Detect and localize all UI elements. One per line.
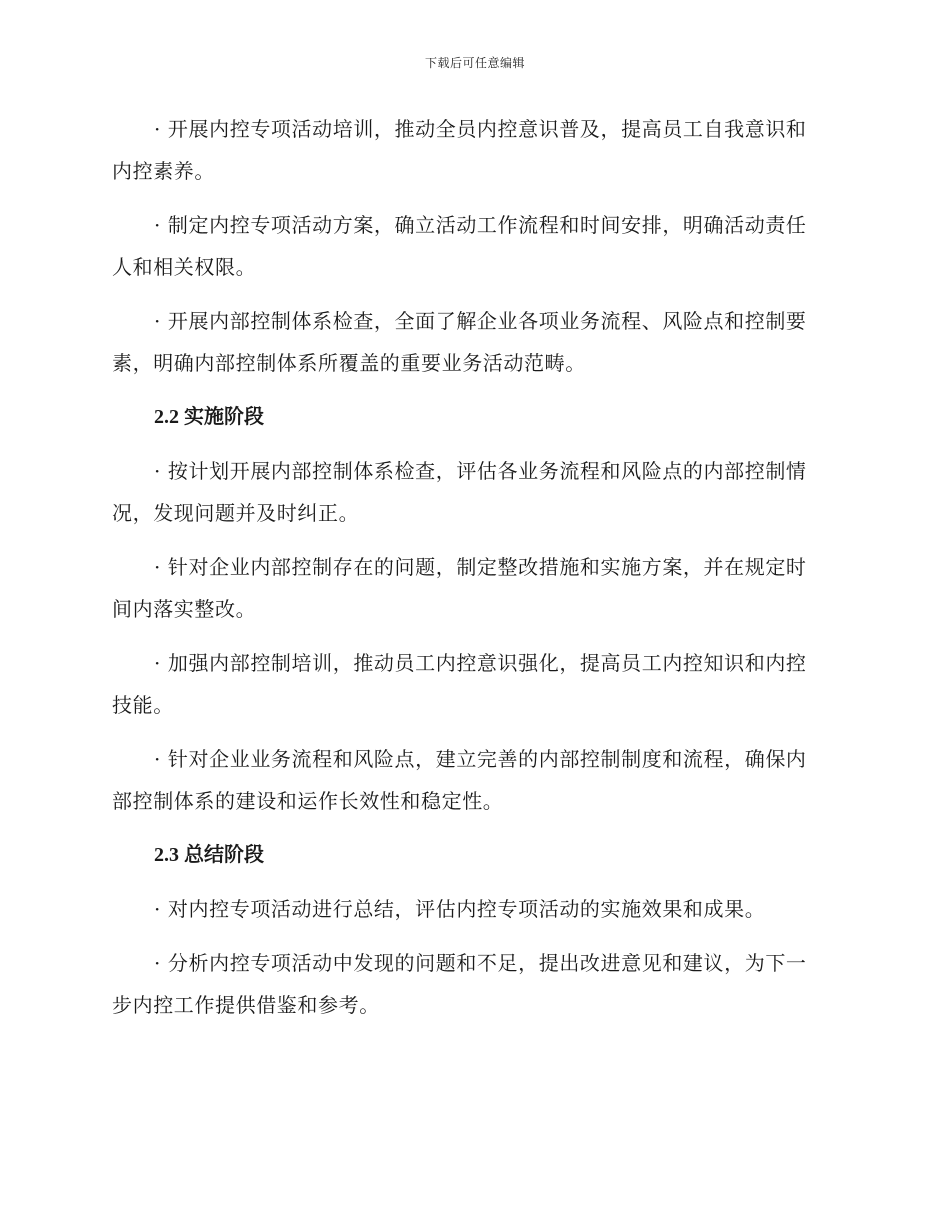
bullet-paragraph: · 加强内部控制培训，推动员工内控意识强化，提高员工内控知识和内控技能。 [112, 651, 807, 717]
bullet-paragraph: · 针对企业业务流程和风险点，建立完善的内部控制制度和流程，确保内部控制体系的建设和运作长效性和稳定性。 [112, 747, 807, 813]
bullet-paragraph: · 分析内控专项活动中发现的问题和不足，提出改进意见和建议，为下一步内控工作提供借鉴和参考。 [112, 951, 807, 1017]
bullet-paragraph: · 对内控专项活动进行总结，评估内控专项活动的实施效果和成果。 [154, 897, 766, 921]
document-body [112, 108, 820, 1038]
bullet-paragraph: · 针对企业内部控制存在的问题，制定整改措施和实施方案，并在规定时间内落实整改。 [112, 555, 807, 621]
page-header: 下载后可任意编辑 [424, 56, 525, 70]
bullet-paragraph: · 制定内控专项活动方案，确立活动工作流程和时间安排，明确活动责任人和相关权限。 [112, 213, 807, 279]
section-heading: 2.2 实施阶段 [154, 406, 264, 428]
bullet-paragraph: · 按计划开展内部控制体系检查，评估各业务流程和风险点的内部控制情况，发现问题并及时纠正。 [112, 459, 807, 525]
bullet-paragraph: · 开展内部控制体系检查，全面了解企业各项业务流程、风险点和控制要素，明确内部控制体系所覆盖的重要业务活动范畴。 [112, 309, 807, 375]
bullet-paragraph: · 开展内控专项活动培训，推动全员内控意识普及，提高员工自我意识和内控素养。 [112, 117, 807, 183]
section-heading: 2.3 总结阶段 [154, 844, 264, 866]
